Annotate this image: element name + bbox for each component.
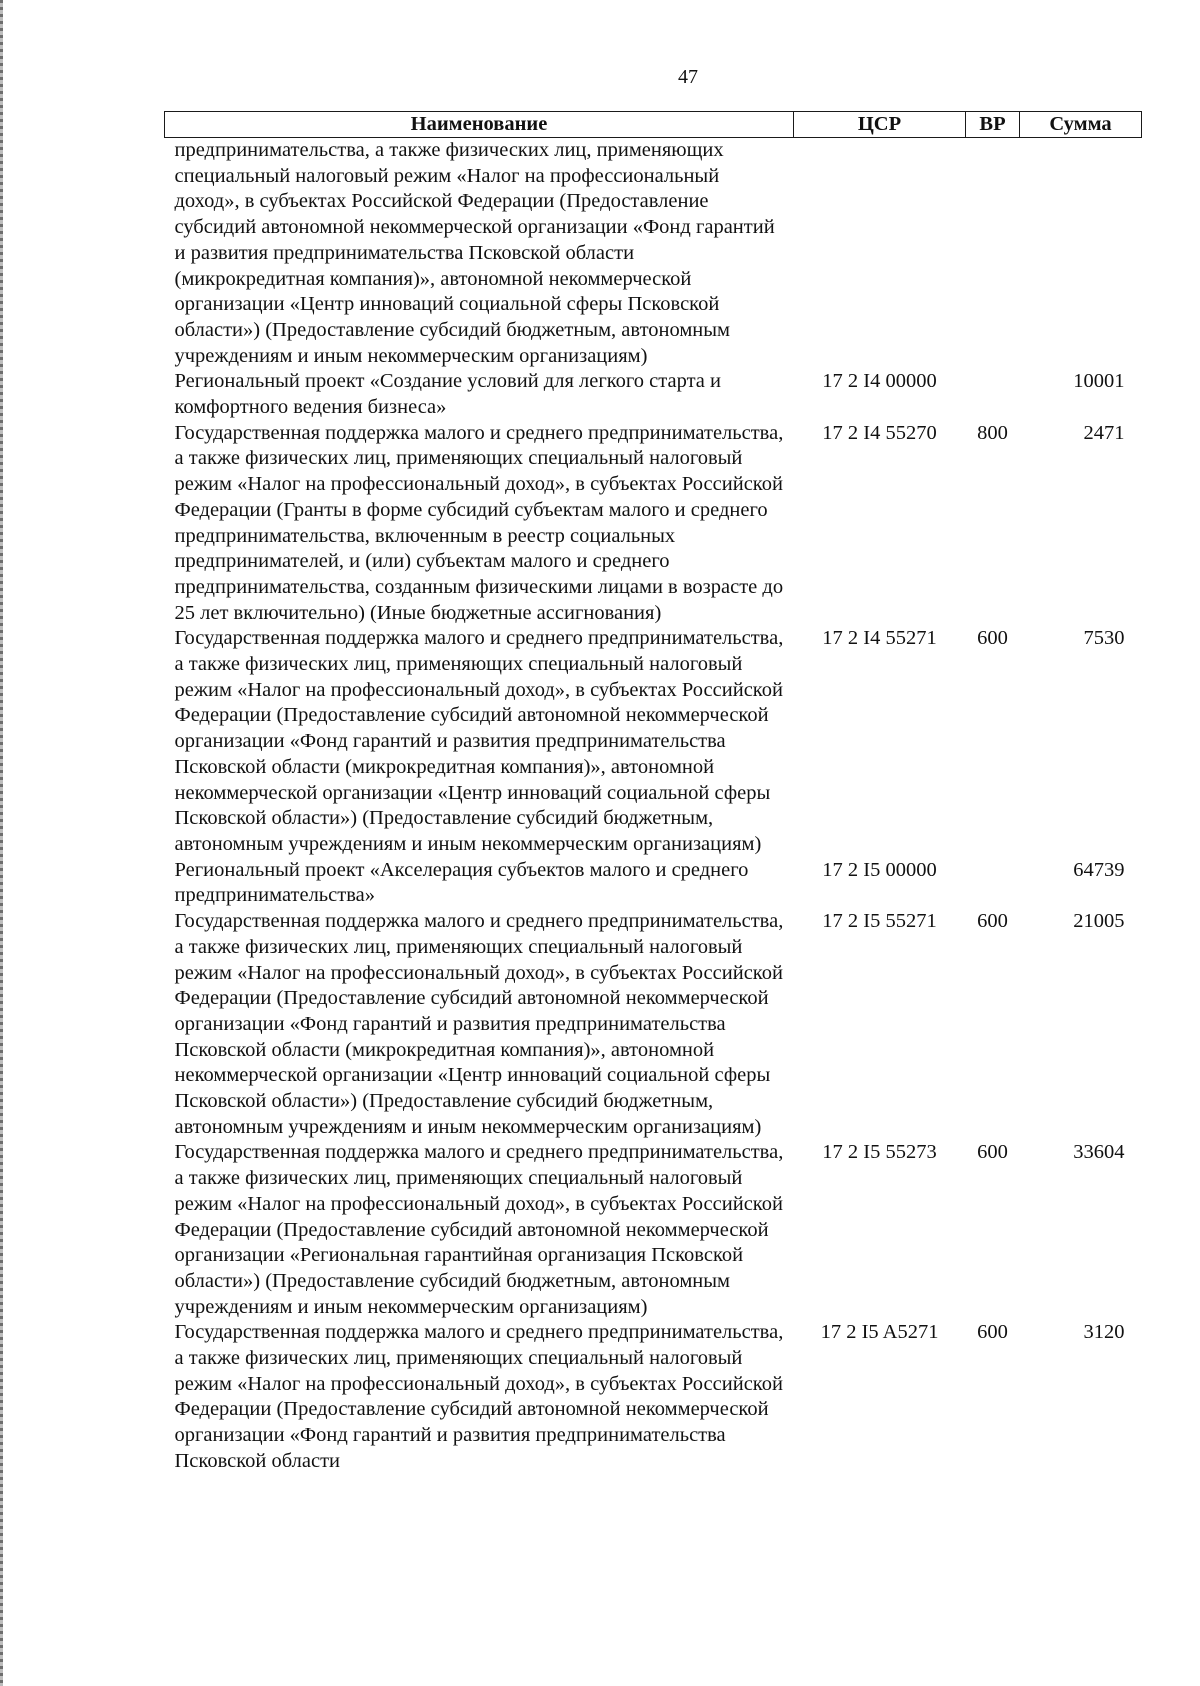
row-vr: 600 bbox=[977, 627, 1008, 650]
row-sum: 10001 bbox=[1073, 370, 1125, 393]
row-name: Государственная поддержка малого и среднего предпринимательства, а также физических лиц, применяющих специальный налоговый режим «Налог на профессиональный доход», в субъектах Российской Федерации (Предоставление субсидий автономной некоммерческой организации «Фонд гарантий и развития предпринимательства Псковской области (микрокредитная компания)», автономной некоммерческой организации «Центр инноваций социальной сферы Псковской области») (Предоставление субсидий бюджетным, автономным учреждениям и иным некоммерческим организациям) bbox=[174, 627, 784, 855]
column-header-sum: Сумма bbox=[1020, 112, 1142, 138]
table-row bbox=[165, 369, 1142, 420]
row-csr: 17 2 I4 00000 bbox=[822, 370, 937, 393]
table-row bbox=[165, 909, 1142, 1140]
column-header-name: Наименование bbox=[165, 112, 794, 138]
row-vr: 800 bbox=[977, 421, 1008, 444]
table-row bbox=[165, 858, 1142, 909]
page-number: 47 bbox=[678, 66, 698, 88]
row-csr: 17 2 I4 55271 bbox=[822, 627, 937, 650]
table-row bbox=[165, 1320, 1142, 1474]
scan-edge-artifact bbox=[0, 0, 3, 1686]
row-vr bbox=[966, 138, 1020, 370]
budget-table bbox=[164, 111, 1142, 1475]
table-row bbox=[165, 138, 1142, 370]
row-vr: 600 bbox=[977, 910, 1008, 933]
row-sum bbox=[1020, 138, 1142, 370]
row-csr: 17 2 I4 55270 bbox=[822, 421, 937, 444]
row-csr: 17 2 I5 00000 bbox=[822, 858, 937, 881]
column-header-vr: ВР bbox=[966, 112, 1020, 138]
row-name: Региональный проект «Акселерация субъектов малого и среднего предпринимательства» bbox=[174, 858, 749, 907]
table-row bbox=[165, 421, 1142, 627]
row-name: Государственная поддержка малого и среднего предпринимательства, а также физических лиц, применяющих специальный налоговый режим «Налог на профессиональный доход», в субъектах Российской Федерации (Гранты в форме субсидий субъектам малого и среднего предпринимательства, включенным в реестр социальных предпринимателей, и (или) субъектам малого и среднего предпринимательства, созданным физическими лицами в возрасте до 25 лет включительно) (Иные бюджетные ассигнования) bbox=[174, 421, 784, 624]
row-csr bbox=[794, 138, 966, 370]
row-sum: 7530 bbox=[1083, 627, 1125, 650]
table-row bbox=[165, 626, 1142, 857]
row-sum: 21005 bbox=[1073, 910, 1125, 933]
row-name: Региональный проект «Создание условий для легкого старта и комфортного ведения бизнеса» bbox=[174, 370, 721, 419]
row-name: предпринимательства, а также физических лиц, применяющих специальный налоговый режим «Налог на профессиональный доход», в субъектах Российской Федерации (Предоставление субсидий автономной некоммерческой организации «Фонд гарантий и развития предпринимательства Псковской области (микрокредитная компания)», автономной некоммерческой организации «Центр инноваций социальной сферы Псковской области») (Предоставление субсидий бюджетным, автономным учреждениям и иным некоммерческим организациям) bbox=[174, 139, 775, 367]
row-vr bbox=[966, 858, 1020, 909]
column-header-csr: ЦСР bbox=[794, 112, 966, 138]
row-name: Государственная поддержка малого и среднего предпринимательства, а также физических лиц, применяющих специальный налоговый режим «Налог на профессиональный доход», в субъектах Российской Федерации (Предоставление субсидий автономной некоммерческой организации «Фонд гарантий и развития предпринимательства Псковской области bbox=[174, 1321, 784, 1472]
row-sum: 33604 bbox=[1073, 1141, 1125, 1164]
row-sum: 3120 bbox=[1083, 1321, 1125, 1344]
row-csr: 17 2 I5 55271 bbox=[822, 910, 937, 933]
row-vr: 600 bbox=[977, 1321, 1008, 1344]
row-name: Государственная поддержка малого и среднего предпринимательства, а также физических лиц, применяющих специальный налоговый режим «Налог на профессиональный доход», в субъектах Российской Федерации (Предоставление субсидий автономной некоммерческой организации «Региональная гарантийная организация Псковской области») (Предоставление субсидий бюджетным, автономным учреждениям и иным некоммерческим организациям) bbox=[174, 1141, 784, 1318]
row-vr bbox=[966, 369, 1020, 420]
row-csr: 17 2 I5 55273 bbox=[822, 1141, 937, 1164]
row-sum: 64739 bbox=[1073, 858, 1125, 881]
row-name: Государственная поддержка малого и среднего предпринимательства, а также физических лиц, применяющих специальный налоговый режим «Налог на профессиональный доход», в субъектах Российской Федерации (Предоставление субсидий автономной некоммерческой организации «Фонд гарантий и развития предпринимательства Псковской области (микрокредитная компания)», автономной некоммерческой организации «Центр инноваций социальной сферы Псковской области») (Предоставление субсидий бюджетным, автономным учреждениям и иным некоммерческим организациям) bbox=[174, 910, 784, 1138]
row-csr: 17 2 I5 A5271 bbox=[820, 1321, 939, 1344]
table-row bbox=[165, 1140, 1142, 1320]
table-body bbox=[165, 138, 1142, 1475]
table-header-row bbox=[165, 112, 1142, 138]
row-vr: 600 bbox=[977, 1141, 1008, 1164]
table-header bbox=[165, 112, 1142, 138]
row-sum: 2471 bbox=[1083, 421, 1125, 444]
